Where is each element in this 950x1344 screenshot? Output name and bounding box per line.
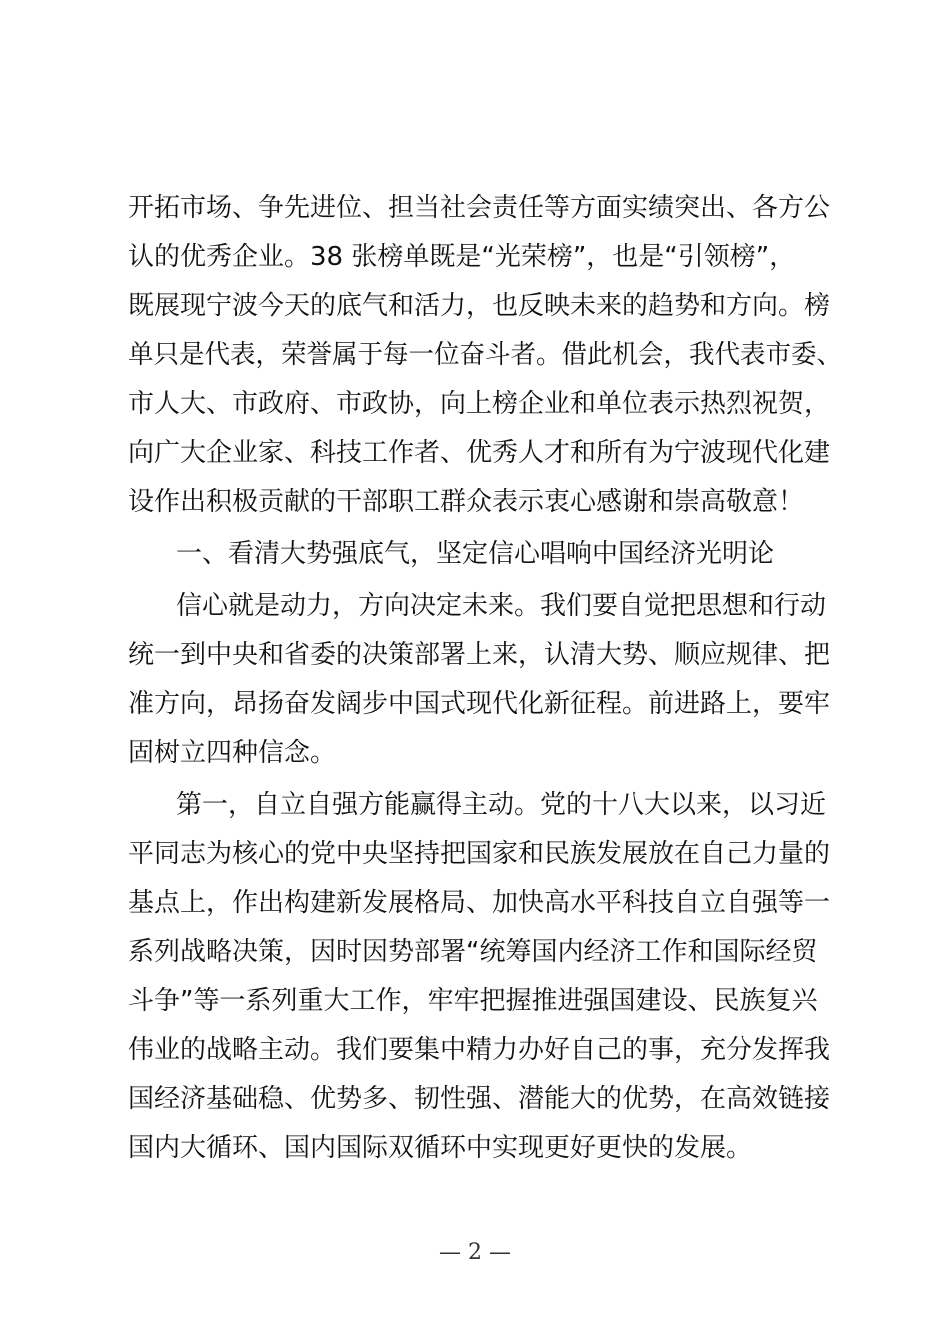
body-text-line: 系列战略决策，因时因势部署“统筹国内经济工作和国际经贸 bbox=[128, 937, 818, 967]
body-text-line: 向广大企业家、科技工作者、优秀人才和所有为宁波现代化建 bbox=[128, 438, 831, 468]
body-text-line: 设作出积极贡献的干部职工群众表示衷心感谢和崇高敬意！ bbox=[128, 487, 805, 517]
body-text-line: 伟业的战略主动。我们要集中精力办好自己的事，充分发挥我 bbox=[128, 1035, 831, 1065]
body-text-line: 基点上，作出构建新发展格局、加快高水平科技自立自强等一 bbox=[128, 888, 831, 918]
body-text-line: 既展现宁波今天的底气和活力，也反映未来的趋势和方向。榜 bbox=[128, 291, 831, 321]
body-text-line: 信心就是动力，方向决定未来。我们要自觉把思想和行动 bbox=[176, 591, 827, 621]
page-number: — 2 — bbox=[439, 1240, 511, 1265]
body-text-line: 第一，自立自强方能赢得主动。党的十八大以来，以习近 bbox=[176, 790, 827, 820]
body-text-line: 开拓市场、争先进位、担当社会责任等方面实绩突出、各方公 bbox=[128, 193, 831, 223]
body-text-line: 平同志为核心的党中央坚持把国家和民族发展放在自己力量的 bbox=[128, 839, 831, 869]
body-text-line: 统一到中央和省委的决策部署上来，认清大势、顺应规律、把 bbox=[128, 640, 831, 670]
section-heading: 一、看清大势强底气，坚定信心唱响中国经济光明论 bbox=[176, 539, 775, 569]
body-text-line: 国内大循环、国内国际双循环中实现更好更快的发展。 bbox=[128, 1133, 753, 1163]
body-text-line: 固树立四种信念。 bbox=[128, 738, 337, 768]
body-text-line: 准方向，昂扬奋发阔步中国式现代化新征程。前进路上，要牢 bbox=[128, 689, 831, 719]
body-text-line: 国经济基础稳、优势多、韧性强、潜能大的优势，在高效链接 bbox=[128, 1084, 831, 1114]
body-text-line: 认的优秀企业。38 张榜单既是“光荣榜”，也是“引领榜”， bbox=[128, 242, 796, 272]
body-text-line: 市人大、市政府、市政协，向上榜企业和单位表示热烈祝贺， bbox=[128, 389, 831, 419]
body-text-line: 斗争”等一系列重大工作，牢牢把握推进强国建设、民族复兴 bbox=[128, 986, 818, 1016]
body-text-line: 单只是代表，荣誉属于每一位奋斗者。借此机会，我代表市委、 bbox=[128, 340, 843, 370]
